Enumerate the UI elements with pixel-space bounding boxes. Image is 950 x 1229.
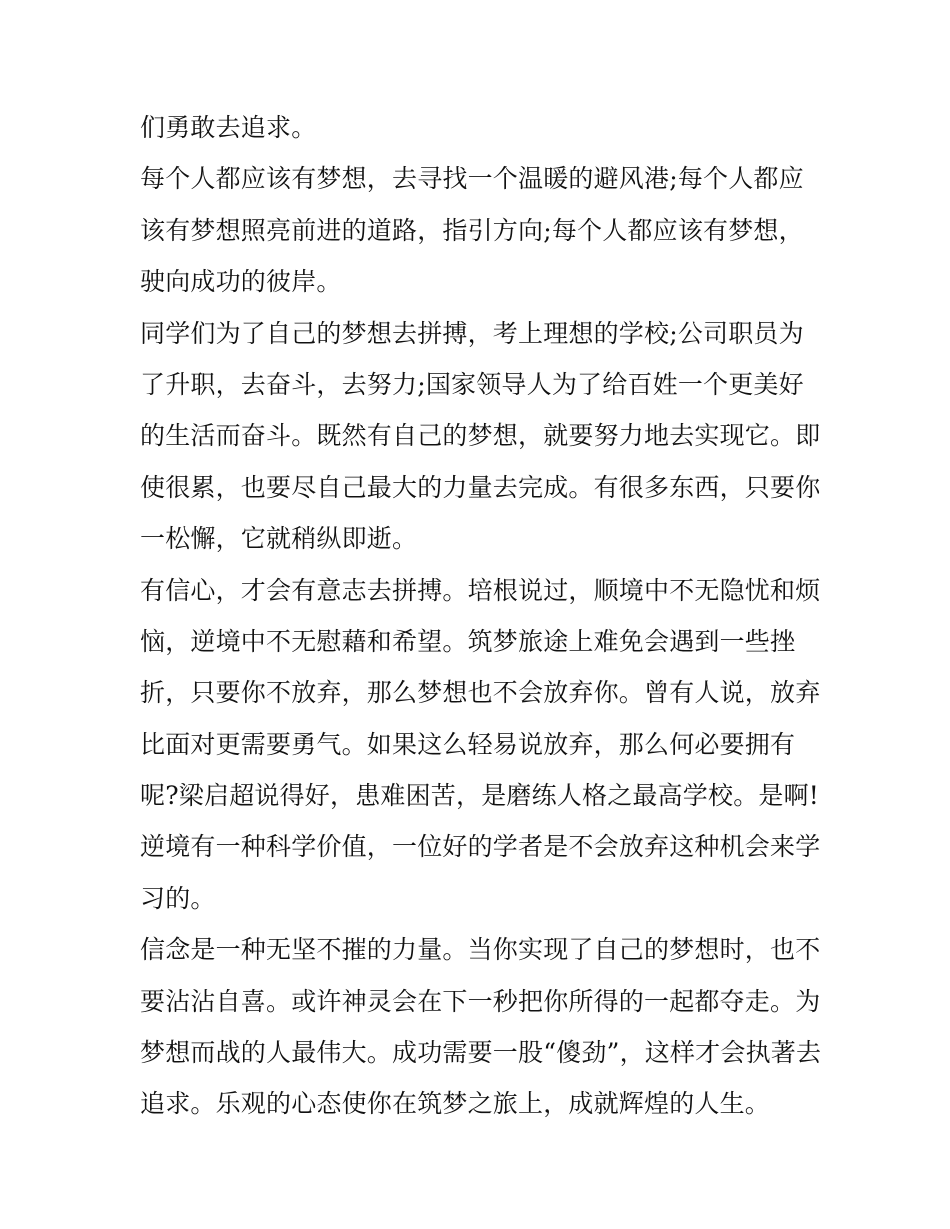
text-line-8: 使很累，也要尽自己最大的力量去完成。有很多东西，只要你: [140, 472, 821, 502]
text-line-9: 一松懈，它就稍纵即逝。: [140, 524, 418, 554]
text-line-5: 同学们为了自己的梦想去拼搏，考上理想的学校;公司职员为: [140, 318, 804, 348]
text-line-17: 信念是一种无坚不摧的力量。当你实现了自己的梦想时，也不: [140, 935, 821, 965]
text-line-20: 追求。乐观的心态使你在筑梦之旅上，成就辉煌的人生。: [140, 1089, 771, 1119]
text-line-4: 驶向成功的彼岸。: [140, 267, 342, 297]
text-line-2: 每个人都应该有梦想，去寻找一个温暖的避风港;每个人都应: [140, 164, 804, 194]
text-line-6: 了升职，去奋斗，去努力;国家领导人为了给百姓一个更美好: [140, 369, 804, 399]
text-line-13: 比面对更需要勇气。如果这么轻易说放弃，那么何必要拥有: [140, 729, 796, 759]
text-line-16: 习的。: [140, 883, 216, 913]
text-line-18: 要沾沾自喜。或许神灵会在下一秒把你所得的一起都夺走。为: [140, 986, 821, 1016]
text-line-1: 们勇敢去追求。: [140, 113, 317, 142]
text-line-15: 逆境有一种科学价值，一位好的学者是不会放弃这种机会来学: [140, 832, 821, 862]
text-line-19: 梦想而战的人最伟大。成功需要一股“傻劲”，这样才会执著去: [140, 1038, 822, 1068]
text-line-14: 呢?梁启超说得好，患难困苦，是磨练人格之最高学校。是啊!: [140, 781, 820, 811]
text-line-10: 有信心，才会有意志去拼搏。培根说过，顺境中不无隐忧和烦: [140, 575, 821, 605]
text-line-3: 该有梦想照亮前进的道路，指引方向;每个人都应该有梦想，: [140, 215, 804, 245]
document-body: [140, 102, 822, 1130]
text-line-7: 的生活而奋斗。既然有自己的梦想，就要努力地去实现它。即: [140, 421, 821, 451]
text-line-11: 恼，逆境中不无慰藉和希望。筑梦旅途上难免会遇到一些挫: [140, 626, 796, 656]
text-line-12: 折，只要你不放弃，那么梦想也不会放弃你。曾有人说，放弃: [140, 678, 821, 708]
